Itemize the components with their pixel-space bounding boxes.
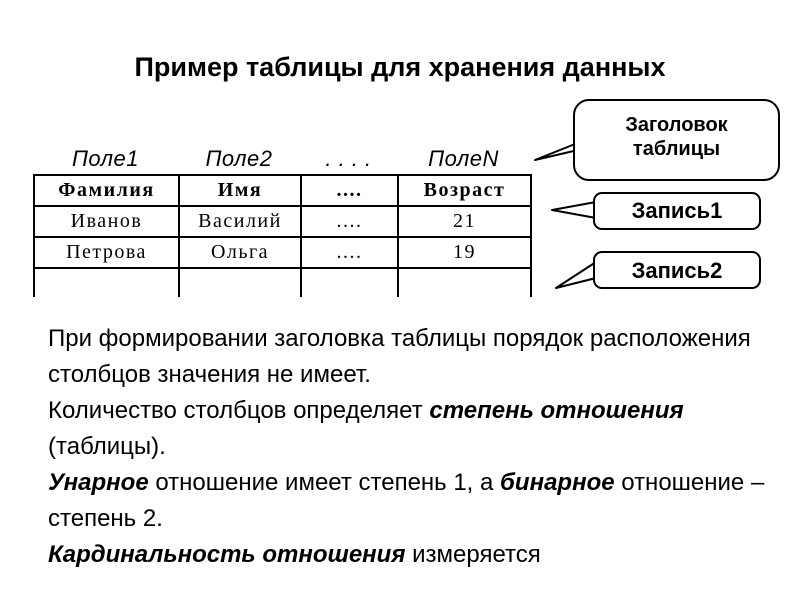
text-span: Количество столбцов определяет bbox=[48, 397, 430, 424]
record1-callout-pointer bbox=[552, 202, 596, 218]
body-text bbox=[48, 321, 768, 573]
text-span: измеряется bbox=[405, 541, 541, 568]
table-cell: Ольга bbox=[179, 237, 301, 268]
header-cell: Имя bbox=[179, 175, 301, 206]
header-cell: .... bbox=[301, 175, 398, 206]
term-degree: степень отношения bbox=[429, 397, 684, 424]
paragraph-degree bbox=[48, 393, 768, 465]
header-callout-line-1: Заголовок bbox=[625, 114, 728, 136]
table-cell: Петрова bbox=[34, 237, 179, 268]
text-span: отношение – степень 2. bbox=[48, 469, 765, 532]
text-span: (таблицы). bbox=[48, 433, 166, 460]
slide-title: Пример таблицы для хранения данных bbox=[134, 52, 666, 82]
header-callout bbox=[573, 99, 780, 181]
table-cell: .... bbox=[301, 237, 398, 268]
field-name-n: ПолеN bbox=[428, 146, 499, 171]
paragraph-column-order: При формировании заголовка таблицы порядок расположения столбцов значения не имеет. bbox=[48, 325, 751, 388]
field-name-1: Поле1 bbox=[71, 146, 140, 171]
record1-callout: Запись1 bbox=[593, 192, 761, 230]
term-binary: бинарное bbox=[500, 469, 615, 496]
text-span: отношение имеет степень 1, а bbox=[148, 469, 501, 496]
field-name-ellipsis: . . . . bbox=[325, 146, 372, 171]
term-cardinality: Кардинальность отношения bbox=[48, 541, 406, 568]
header-cell: Фамилия bbox=[34, 175, 179, 206]
paragraph-cardinality bbox=[48, 537, 768, 573]
header-cell: Возраст bbox=[398, 175, 531, 206]
header-callout-line-2: таблицы bbox=[632, 138, 721, 160]
table-cell: Иванов bbox=[34, 206, 179, 237]
table-cell: 19 bbox=[398, 237, 531, 268]
term-unary: Унарное bbox=[48, 469, 149, 496]
table-cell: .... bbox=[301, 206, 398, 237]
table-cell: Василий bbox=[179, 206, 301, 237]
table-cell: 21 bbox=[398, 206, 531, 237]
record2-callout: Запись2 bbox=[593, 251, 761, 289]
record2-callout-pointer bbox=[556, 262, 596, 288]
field-name-2: Поле2 bbox=[205, 146, 273, 171]
paragraph-unary-binary bbox=[48, 465, 768, 537]
